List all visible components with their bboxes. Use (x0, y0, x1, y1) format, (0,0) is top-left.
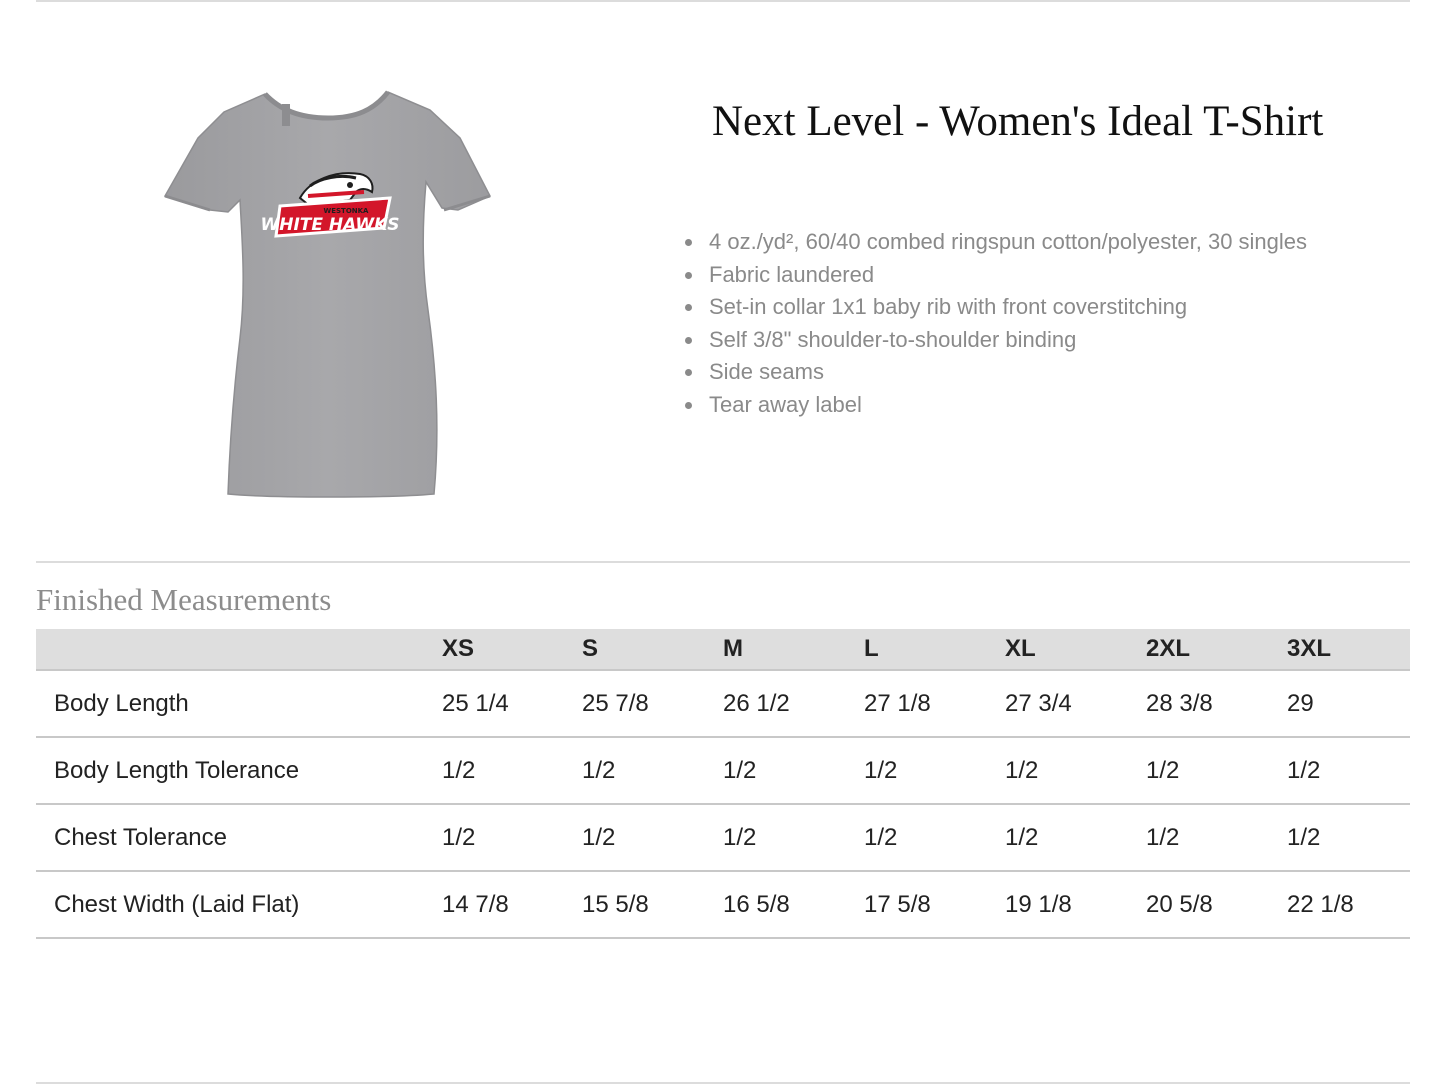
table-cell: 16 5/8 (719, 871, 860, 938)
product-title: Next Level - Women's Ideal T-Shirt (712, 98, 1324, 145)
table-cell: 1/2 (860, 737, 1001, 804)
table-cell: 1/2 (578, 737, 719, 804)
table-cell: 17 5/8 (860, 871, 1001, 938)
table-cell: 1/2 (1283, 804, 1410, 871)
table-cell: 1/2 (438, 804, 578, 871)
bullet-icon (685, 272, 692, 279)
table-cell: 28 3/8 (1142, 670, 1283, 737)
measurements-title: Finished Measurements (36, 582, 332, 617)
table-cell: 29 (1283, 670, 1410, 737)
row-label: Chest Width (Laid Flat) (36, 871, 438, 938)
bullet-icon (685, 402, 692, 409)
table-cell: 1/2 (1001, 737, 1142, 804)
feature-item (685, 356, 1307, 389)
table-cell: 25 1/4 (438, 670, 578, 737)
feature-text: Self 3/8" shoulder-to-shoulder binding (709, 326, 1077, 352)
table-cell: 27 3/4 (1001, 670, 1142, 737)
table-cell: 1/2 (1142, 804, 1283, 871)
table-cell: 27 1/8 (860, 670, 1001, 737)
tshirt-icon (160, 88, 495, 500)
feature-text: Side seams (709, 359, 824, 385)
header-size: 3XL (1283, 629, 1410, 670)
product-image (160, 88, 495, 500)
feature-item (685, 291, 1307, 324)
table-cell: 1/2 (1001, 804, 1142, 871)
table-row (36, 670, 1410, 737)
logo-text-top: WESTONKA (323, 207, 369, 215)
feature-text: 4 oz./yd², 60/40 combed ringspun cotton/polyester, 30 singles (709, 229, 1308, 254)
logo-text-main: WHITE HAWKS (260, 215, 400, 235)
section-divider (36, 561, 1410, 563)
table-cell: 1/2 (1142, 737, 1283, 804)
row-label: Body Length (36, 670, 438, 737)
row-label: Body Length Tolerance (36, 737, 438, 804)
bullet-icon (685, 337, 692, 344)
header-size: S (578, 629, 719, 670)
table-row (36, 871, 1410, 938)
row-label: Chest Tolerance (36, 804, 438, 871)
bullet-icon (685, 239, 692, 246)
table-cell: 1/2 (578, 804, 719, 871)
table-row (36, 737, 1410, 804)
table-cell: 19 1/8 (1001, 871, 1142, 938)
bottom-divider (36, 1082, 1410, 1084)
table-header-row (36, 629, 1410, 670)
table-cell: 15 5/8 (578, 871, 719, 938)
header-size: L (860, 629, 1001, 670)
table-cell: 1/2 (719, 737, 860, 804)
feature-list (685, 226, 1307, 422)
measurements-table (36, 629, 1410, 939)
table-cell: 25 7/8 (578, 670, 719, 737)
header-corner (36, 629, 438, 670)
table-cell: 1/2 (438, 737, 578, 804)
header-size: 2XL (1142, 629, 1283, 670)
feature-item (685, 259, 1307, 292)
feature-text: Fabric laundered (709, 261, 875, 287)
table-row (36, 804, 1410, 871)
feature-item (685, 389, 1307, 422)
header-size: XL (1001, 629, 1142, 670)
feature-item (685, 324, 1307, 357)
table-cell: 14 7/8 (438, 871, 578, 938)
table-cell: 1/2 (719, 804, 860, 871)
feature-text: Set-in collar 1x1 baby rib with front coverstitching (709, 294, 1188, 320)
table-cell: 1/2 (860, 804, 1001, 871)
top-divider (36, 0, 1410, 2)
header-size: XS (438, 629, 578, 670)
table-cell: 26 1/2 (719, 670, 860, 737)
table-cell: 20 5/8 (1142, 871, 1283, 938)
table-cell: 22 1/8 (1283, 871, 1410, 938)
bullet-icon (685, 304, 692, 311)
feature-text: Tear away label (709, 391, 862, 417)
bullet-icon (685, 369, 692, 376)
feature-item (685, 226, 1307, 259)
table-cell: 1/2 (1283, 737, 1410, 804)
header-size: M (719, 629, 860, 670)
